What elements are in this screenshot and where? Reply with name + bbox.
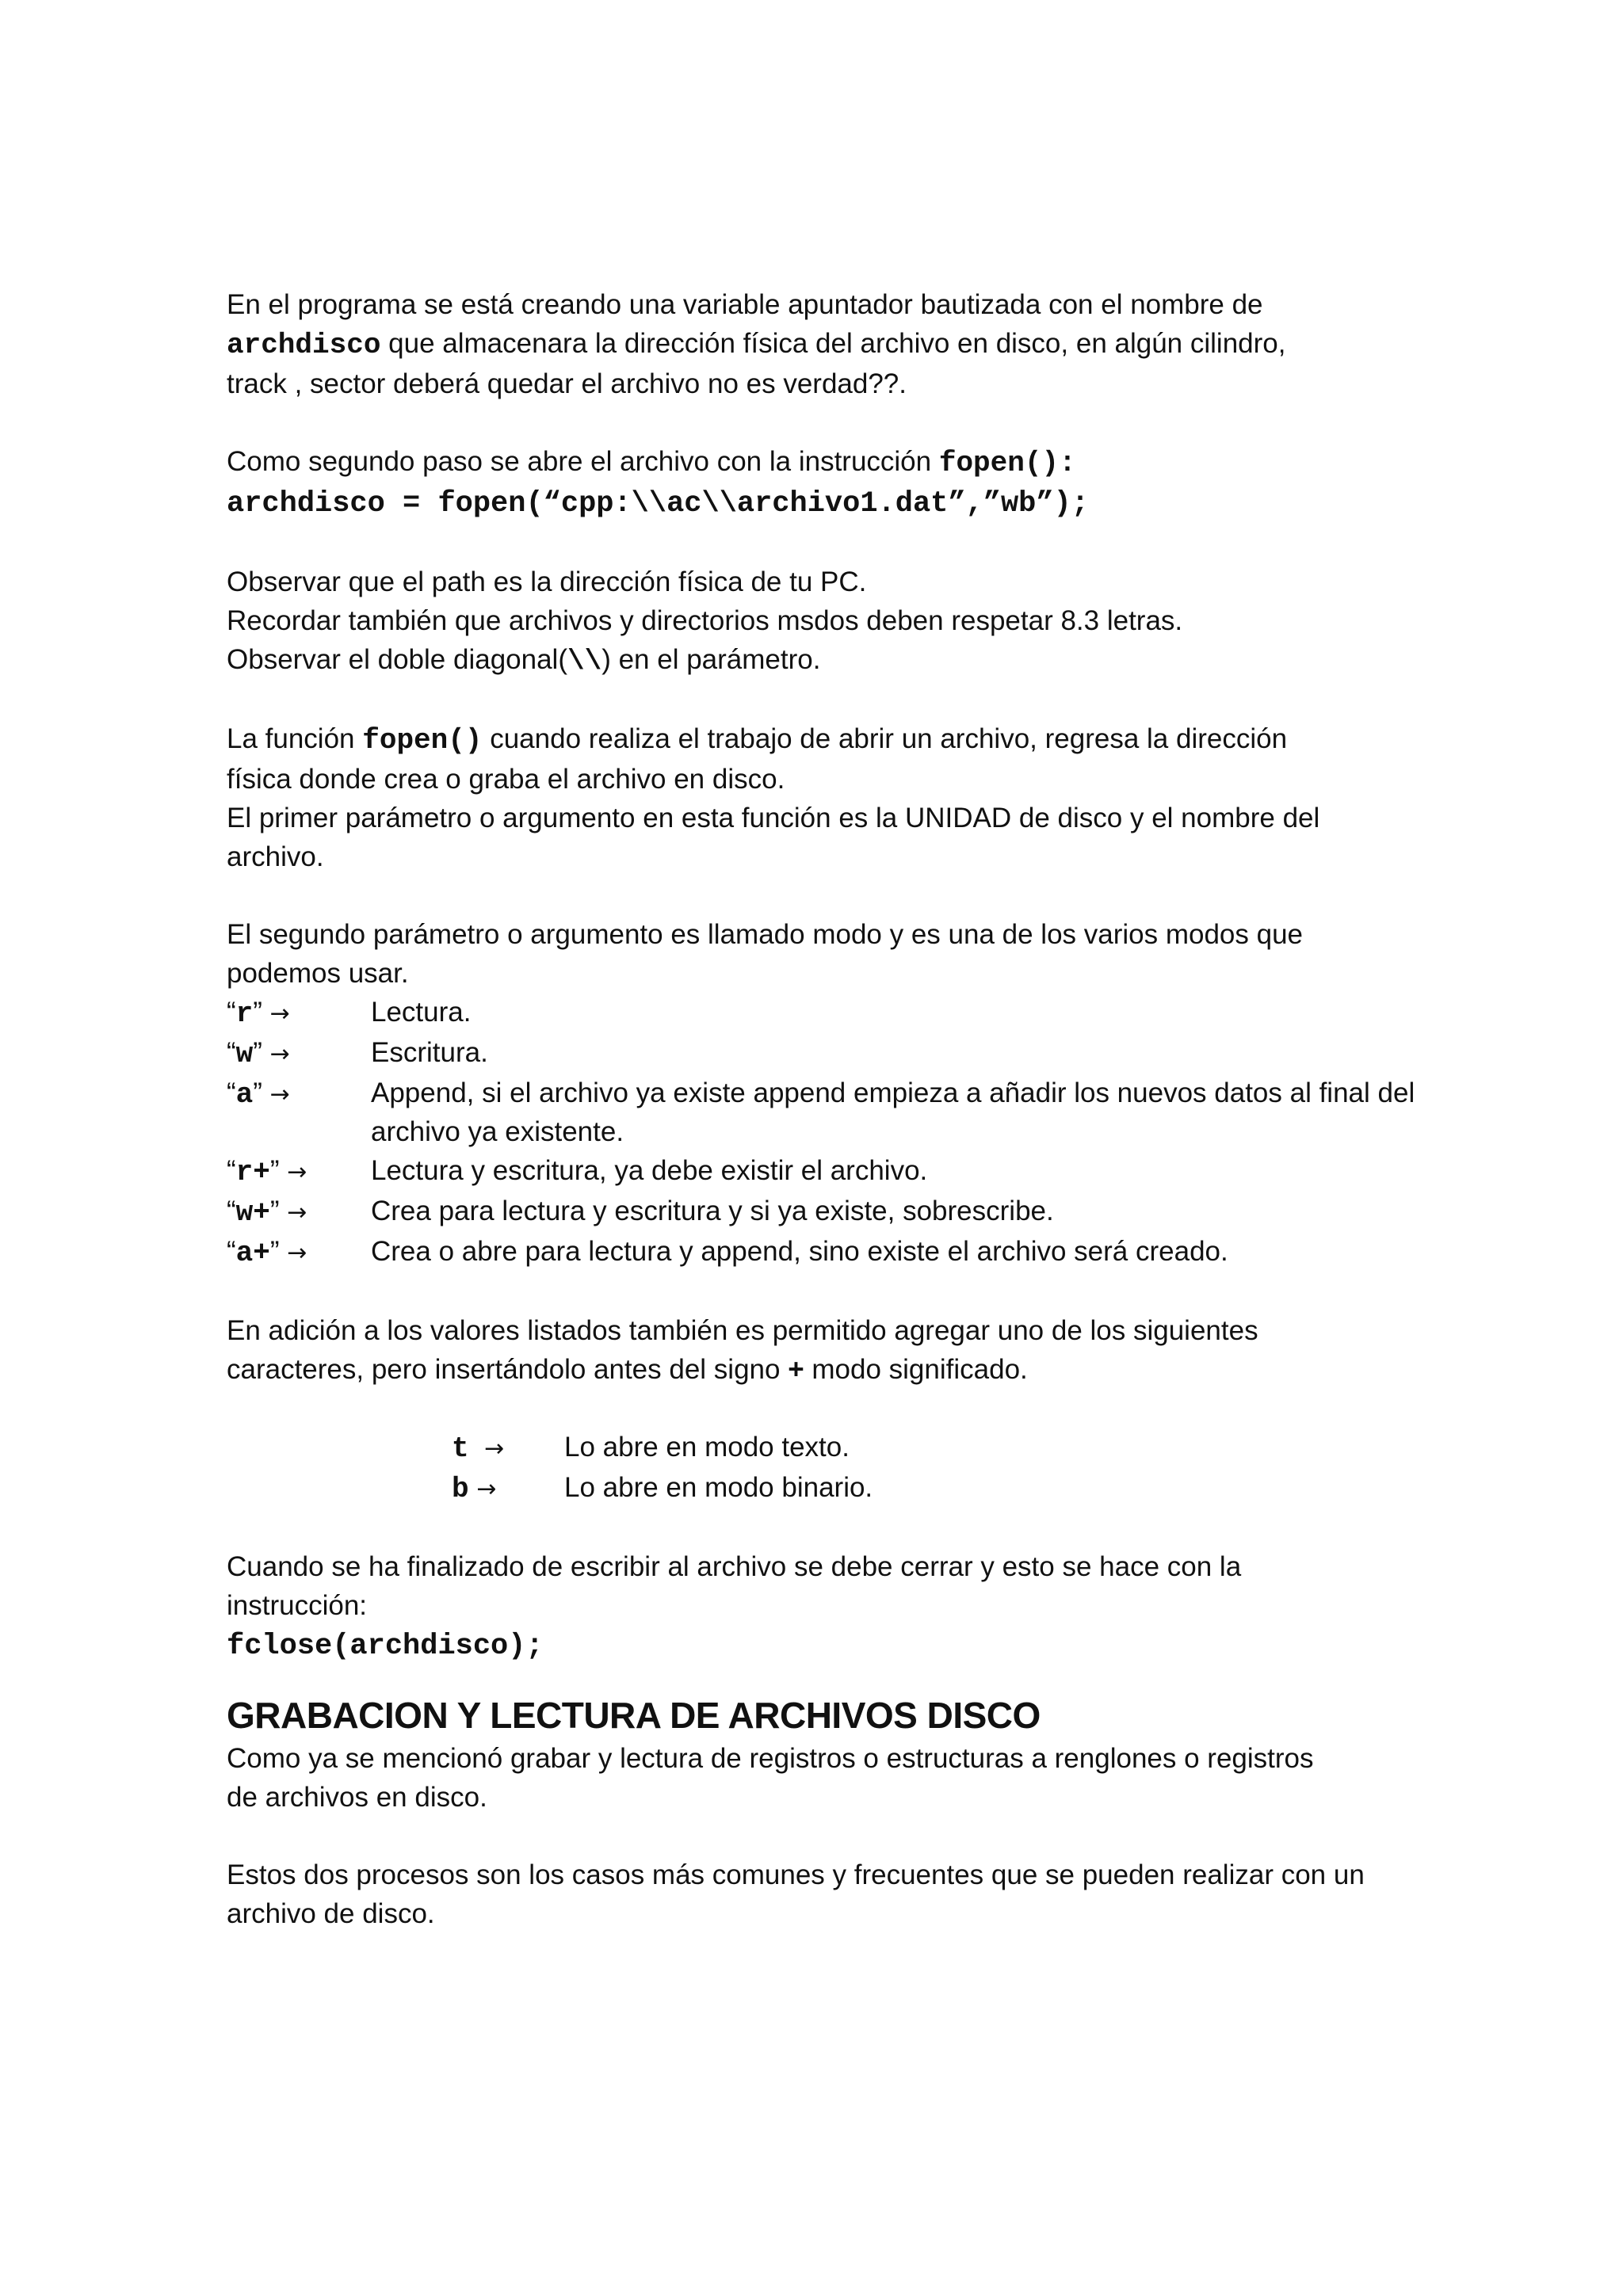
text: modo significado. [804,1354,1028,1385]
paragraph-section-intro [227,1739,1495,1817]
text: instrucción: [227,1590,368,1621]
paragraph-path-notes [227,563,1495,681]
text: Observar que el path es la dirección física de tu PC. [227,566,867,597]
mode-code: a+ [235,1237,270,1269]
text: cuando realiza el trabajo de abrir un archivo, regresa la dirección [482,723,1288,754]
mode-description: Lectura. [371,997,472,1028]
mode-description: Crea para lectura y escritura y si ya existe, sobrescribe. [371,1196,1054,1226]
text: Observar el doble diagonal( [227,644,567,675]
text: Cuando se ha finalizado de escribir al archivo se debe cerrar y esto se hace con la [227,1551,1242,1582]
mode-code: r [235,997,254,1030]
text: caracteres, pero insertándolo antes del signo [227,1354,789,1385]
text: física donde crea o graba el archivo en disco. [227,764,785,795]
text: de archivos en disco. [227,1782,487,1813]
arrow-icon: → [269,1040,290,1068]
flag-key [452,1468,564,1508]
paragraph-intro [227,285,1495,403]
paragraph-fclose [227,1547,1495,1666]
arrow-icon: → [287,1158,307,1186]
arrow-icon: → [476,1475,497,1503]
mode-key: “a” → [227,1077,290,1111]
mode-code: a [235,1078,254,1111]
text: track , sector deberá quedar el archivo no es verdad??. [227,368,907,399]
text: podemos usar. [227,958,409,989]
mode-code: r+ [235,1156,270,1188]
paragraph-fopen-return [227,719,1495,876]
mode-row [227,1192,1495,1232]
mode-row [227,993,1495,1033]
flag-code: t [452,1432,469,1465]
mode-key: “w+” → [227,1196,307,1229]
mode-code: w+ [235,1196,270,1229]
mode-code: w [235,1038,254,1070]
mode-key: “r” → [227,997,290,1030]
mode-key: “w” → [227,1037,290,1070]
flags-list [452,1428,1495,1508]
arrow-icon: → [269,1000,290,1028]
modes-list [227,993,1495,1272]
paragraph-processes [227,1855,1495,1933]
arrow-icon: → [484,1435,505,1463]
text: ) en el parámetro. [601,644,821,675]
mode-row [227,1232,1495,1272]
mode-description: Lectura y escritura, ya debe existir el archivo. [371,1155,928,1186]
arrow-icon: → [287,1199,307,1226]
mode-description: Append, si el archivo ya existe append empieza a añadir los nuevos datos al final del archivo ya existente. [371,1077,1415,1147]
inline-code: fopen() [362,724,483,757]
paragraph-fopen [227,442,1495,524]
flag-description: Lo abre en modo binario. [564,1472,873,1503]
text: Como ya se mencionó grabar y lectura de registros o estructuras a renglones o registros [227,1743,1314,1774]
code-line: archdisco = fopen(“cpp:\\ac\\archivo1.dat”,”wb”); [227,487,1089,521]
inline-code: \\ [567,645,602,677]
flag-key [452,1428,564,1468]
text: archivo. [227,841,324,872]
mode-description: Escritura. [371,1037,488,1068]
inline-code: fopen(): [938,447,1076,479]
section-heading: GRABACION Y LECTURA DE ARCHIVOS DISCO [227,1695,1041,1736]
mode-description: Crea o abre para lectura y append, sino existe el archivo será creado. [371,1236,1228,1267]
text: El primer parámetro o argumento en esta función es la UNIDAD de disco y el nombre del [227,803,1320,833]
text: que almacenara la dirección física del archivo en disco, en algún cilindro, [380,328,1286,359]
mode-key: “r+” → [227,1155,307,1188]
text: Como segundo paso se abre el archivo con la instrucción [227,446,939,477]
text: El segundo parámetro o argumento es llamado modo y es una de los varios modos que [227,919,1304,950]
text: archivo de disco. [227,1898,435,1929]
text: En adición a los valores listados también es permitido agregar uno de los siguientes [227,1315,1258,1346]
flag-row [452,1428,1495,1468]
inline-code: archdisco [227,329,381,361]
paragraph-modes-intro [227,915,1495,993]
plus-sign: + [788,1354,804,1385]
mode-row [227,1033,1495,1074]
arrow-icon: → [287,1239,307,1267]
flag-code: b [452,1473,469,1505]
code-line: fclose(archdisco); [227,1630,544,1663]
text: Recordar también que archivos y directorios msdos deben respetar 8.3 letras. [227,605,1183,636]
text: La función [227,723,363,754]
text: Estos dos procesos son los casos más comunes y frecuentes que se pueden realizar con un [227,1859,1365,1890]
mode-row [227,1151,1495,1192]
document-page [227,285,1495,1933]
flag-row [452,1468,1495,1508]
paragraph-extra-chars [227,1311,1495,1389]
mode-key: “a+” → [227,1236,307,1269]
arrow-icon: → [269,1081,290,1108]
text: En el programa se está creando una variable apuntador bautizada con el nombre de [227,289,1263,320]
mode-row [227,1074,1495,1151]
flag-description: Lo abre en modo texto. [564,1432,850,1463]
